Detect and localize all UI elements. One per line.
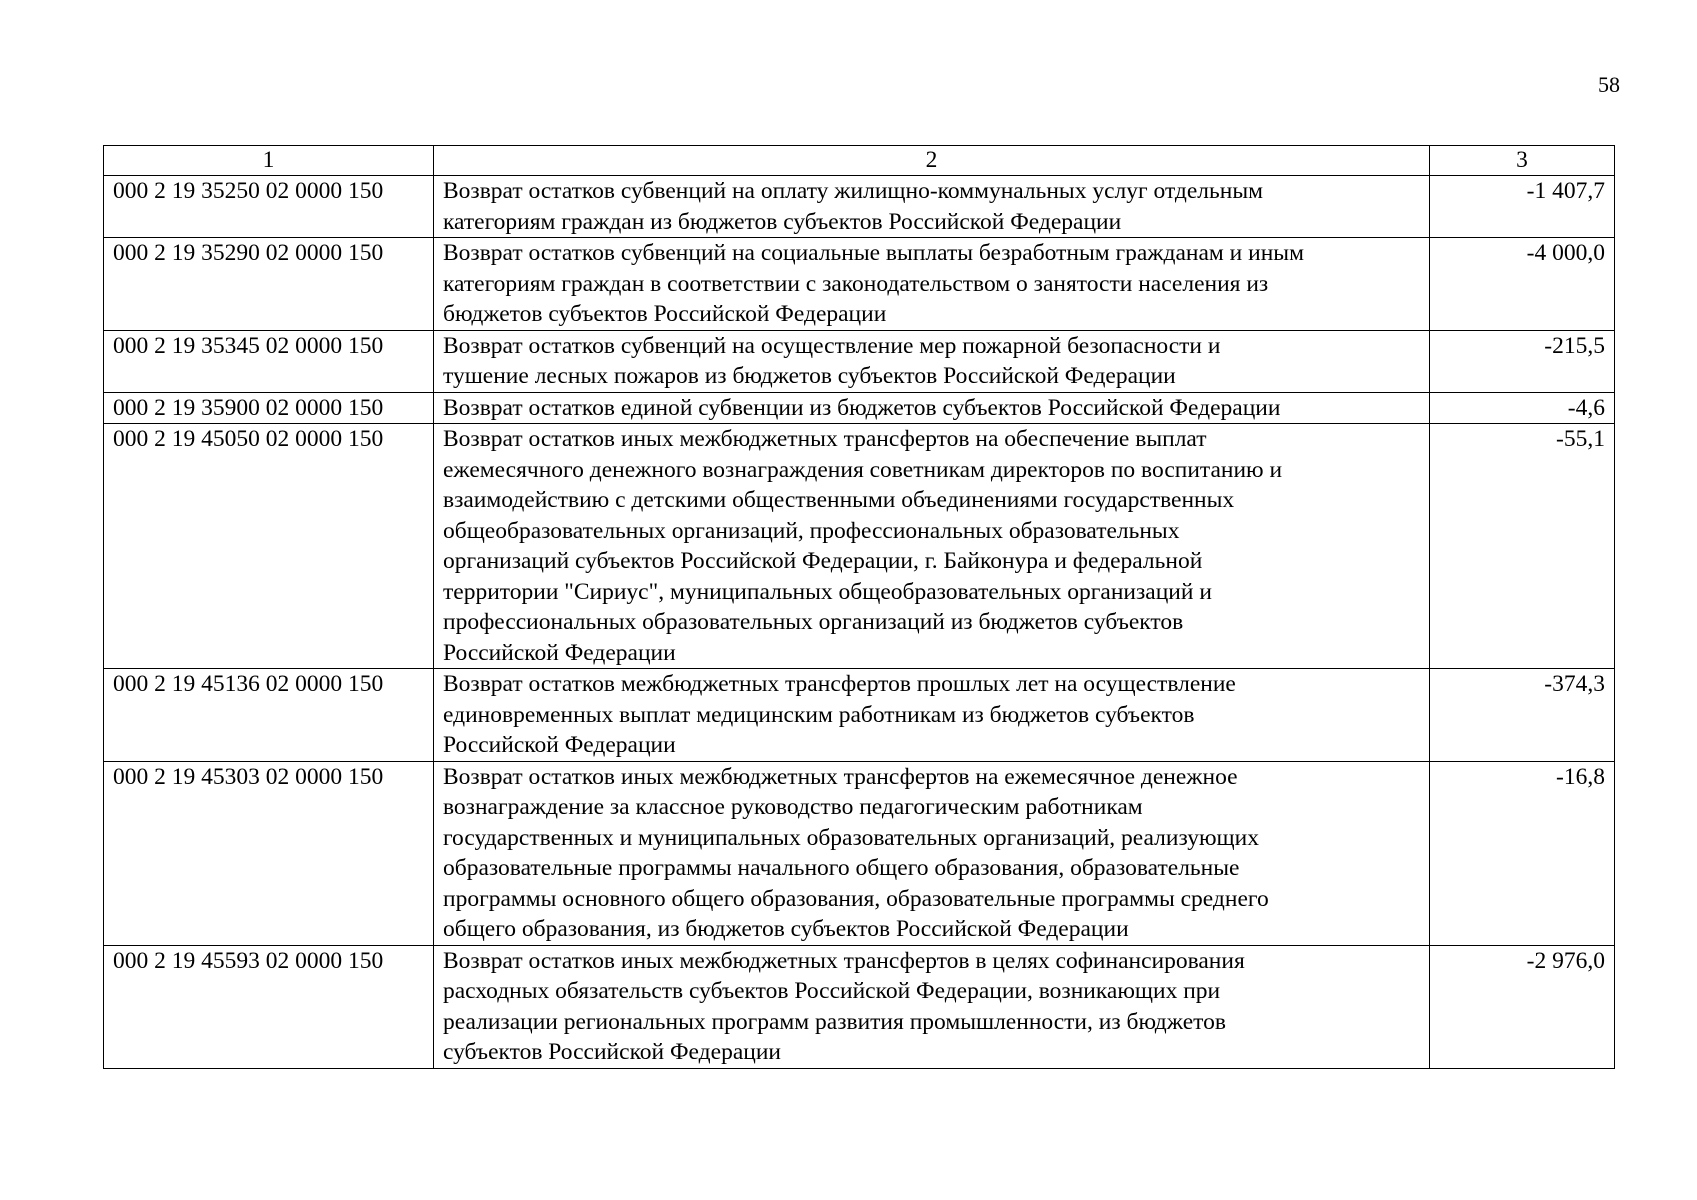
table-row (104, 424, 1615, 669)
table-row (104, 945, 1615, 1068)
description-cell (434, 330, 1430, 392)
description-line: образовательные программы начального общего образования, образовательные (443, 855, 1240, 881)
description-line: взаимодействию с детскими общественными объединениями государственных (443, 487, 1235, 513)
description-line: Возврат остатков единой субвенции из бюджетов субъектов Российской Федерации (443, 394, 1281, 421)
table-row (104, 761, 1615, 945)
description-line: Возврат остатков субвенций на социальные выплаты безработным гражданам и иным (443, 240, 1304, 266)
description-line: тушение лесных пожаров из бюджетов субъектов Российской Федерации (443, 363, 1176, 389)
description-line: единовременных выплат медицинским работникам из бюджетов субъектов (443, 701, 1195, 728)
description-cell (434, 176, 1430, 238)
description-cell (434, 424, 1430, 669)
budget-code-cell: 000 2 19 35290 02 0000 150 (104, 238, 434, 331)
budget-code-cell: 000 2 19 35250 02 0000 150 (104, 176, 434, 238)
amount-cell: -2 976,0 (1430, 945, 1615, 1068)
amount-cell: -374,3 (1430, 669, 1615, 762)
description-line: бюджетов субъектов Российской Федерации (443, 301, 887, 327)
description-line: Возврат остатков субвенций на оплату жилищно-коммунальных услуг отдельным (443, 178, 1263, 204)
amount-cell: -4 000,0 (1430, 238, 1615, 331)
budget-table (103, 145, 1615, 1069)
description-cell (434, 761, 1430, 945)
description-line: Возврат остатков иных межбюджетных трансфертов в целях софинансирования (443, 947, 1245, 974)
amount-cell: -1 407,7 (1430, 176, 1615, 238)
amount-cell: -16,8 (1430, 761, 1615, 945)
description-cell (434, 669, 1430, 762)
table-row (104, 238, 1615, 331)
description-line: Возврат остатков иных межбюджетных трансфертов на обеспечение выплат (443, 426, 1207, 452)
table-row (104, 330, 1615, 392)
description-line: Возврат остатков иных межбюджетных трансфертов на ежемесячное денежное (443, 763, 1238, 790)
budget-code-cell: 000 2 19 35345 02 0000 150 (104, 330, 434, 392)
description-line: Российской Федерации (443, 732, 676, 758)
description-line: категориям граждан из бюджетов субъектов Российской Федерации (443, 208, 1122, 235)
description-cell (434, 945, 1430, 1068)
description-line: профессиональных образовательных организаций из бюджетов субъектов (443, 609, 1184, 635)
description-line: Возврат остатков субвенций на осуществление мер пожарной безопасности и (443, 332, 1221, 359)
description-line: организаций субъектов Российской Федерации, г. Байконура и федеральной (443, 548, 1203, 574)
amount-cell: -55,1 (1430, 424, 1615, 669)
budget-code-cell: 000 2 19 45136 02 0000 150 (104, 669, 434, 762)
description-line: ежемесячного денежного вознаграждения советникам директоров по воспитанию и (443, 456, 1283, 483)
budget-code-cell: 000 2 19 35900 02 0000 150 (104, 392, 434, 424)
description-line: программы основного общего образования, образовательные программы среднего (443, 885, 1269, 912)
column-header-1: 1 (104, 146, 434, 176)
description-line: субъектов Российской Федерации (443, 1039, 781, 1065)
description-line: Российской Федерации (443, 639, 676, 666)
budget-code-cell: 000 2 19 45303 02 0000 150 (104, 761, 434, 945)
description-cell (434, 392, 1430, 424)
column-header-2: 2 (434, 146, 1430, 176)
description-line: реализации региональных программ развития промышленности, из бюджетов (443, 1008, 1226, 1035)
description-line: вознаграждение за классное руководство педагогическим работникам (443, 794, 1143, 820)
column-header-3: 3 (1430, 146, 1615, 176)
page-number: 58 (1598, 72, 1620, 97)
table-header-row (104, 146, 1615, 176)
table-row (104, 392, 1615, 424)
description-line: расходных обязательств субъектов Российской Федерации, возникающих при (443, 978, 1221, 1004)
table-row (104, 176, 1615, 238)
budget-code-cell: 000 2 19 45593 02 0000 150 (104, 945, 434, 1068)
description-line: общего образования, из бюджетов субъектов Российской Федерации (443, 916, 1129, 942)
description-line: территории "Сириус", муниципальных общеобразовательных организаций и (443, 578, 1212, 605)
amount-cell: -4,6 (1430, 392, 1615, 424)
amount-cell: -215,5 (1430, 330, 1615, 392)
budget-code-cell: 000 2 19 45050 02 0000 150 (104, 424, 434, 669)
description-line: общеобразовательных организаций, профессиональных образовательных (443, 517, 1180, 544)
description-line: категориям граждан в соответствии с законодательством о занятости населения из (443, 270, 1269, 297)
table-row (104, 669, 1615, 762)
description-line: Возврат остатков межбюджетных трансфертов прошлых лет на осуществление (443, 671, 1236, 697)
description-cell (434, 238, 1430, 331)
description-line: государственных и муниципальных образовательных организаций, реализующих (443, 824, 1259, 851)
